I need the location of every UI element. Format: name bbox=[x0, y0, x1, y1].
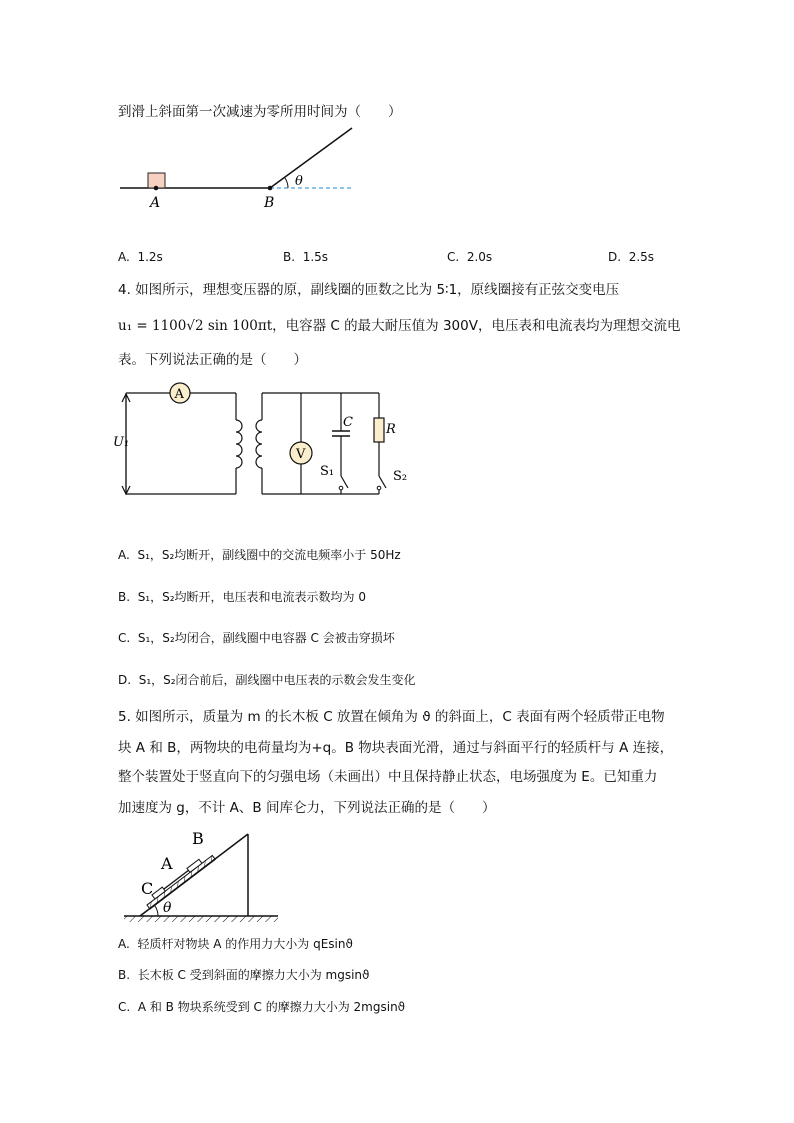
q4-option-a: A. S₁，S₂均断开，副线圈中的交流电频率小于 50Hz bbox=[118, 548, 401, 562]
q5-angle: θ bbox=[163, 900, 172, 916]
q5-label-a: A bbox=[161, 854, 173, 873]
q4-line-3: 表。下列说法正确的是（ ） bbox=[118, 352, 307, 368]
q5-line-4: 加速度为 g，不计 A、B 间库仑力，下列说法正确的是（ ） bbox=[118, 800, 496, 816]
resistor-icon bbox=[374, 418, 384, 442]
ammeter-label: A bbox=[174, 387, 184, 402]
plate-c bbox=[147, 855, 215, 909]
q3-angle: θ bbox=[295, 174, 303, 189]
q4-option-b: B. S₁，S₂均断开，电压表和电流表示数均为 0 bbox=[118, 590, 366, 604]
q3-label-b: B bbox=[264, 195, 275, 211]
q3-option-a: A. 1.2s bbox=[118, 250, 163, 264]
q3-block bbox=[148, 173, 165, 188]
q5-label-c: C bbox=[141, 879, 154, 898]
q5-label-b: B bbox=[192, 829, 204, 848]
q3-stem-tail: 到滑上斜面第一次减速为零所用时间为（ ） bbox=[118, 104, 402, 120]
voltmeter-label: V bbox=[296, 447, 306, 462]
q4-line-2: u₁ = 1100√2 sin 100πt，电容器 C 的最大耐压值为 300V，电压表和电流表均为理想交流电 bbox=[118, 318, 681, 334]
source-label: U₁ bbox=[113, 435, 130, 450]
q5-option-b: B. 长木板 C 受到斜面的摩擦力大小为 mgsinϑ bbox=[118, 968, 370, 982]
q5-figure bbox=[118, 823, 288, 928]
capacitor-label: C bbox=[343, 415, 353, 430]
resistor-label: R bbox=[386, 422, 396, 437]
q4-option-d: D. S₁，S₂闭合前后，副线圈中电压表的示数会发生变化 bbox=[118, 673, 416, 687]
q4-line-1: 4. 如图所示，理想变压器的原，副线圈的匝数之比为 5∶1，原线圈接有正弦交变电压 bbox=[118, 282, 620, 298]
switch-s2-label: S₂ bbox=[393, 469, 408, 484]
q4-option-c: C. S₁，S₂均闭合，副线圈中电容器 C 会被击穿损坏 bbox=[118, 631, 395, 645]
q5-option-a: A. 轻质杆对物块 A 的作用力大小为 qEsinϑ bbox=[118, 937, 353, 951]
switch-s1-label: S₁ bbox=[320, 464, 335, 479]
q4-circuit bbox=[112, 380, 422, 505]
q5-line-2: 块 A 和 B，两物块的电荷量均为+q。B 物块表面光滑，通过与斜面平行的轻质杆与 A 连接， bbox=[118, 740, 674, 756]
q3-option-b: B. 1.5s bbox=[283, 250, 329, 264]
q5-option-c: C. A 和 B 物块系统受到 C 的摩擦力大小为 2mgsinϑ bbox=[118, 1000, 406, 1014]
q5-line-1: 5. 如图所示，质量为 m 的长木板 C 放置在倾角为 ϑ 的斜面上，C 表面有两个轻质带正电物 bbox=[118, 709, 665, 725]
q5-line-3: 整个装置处于竖直向下的匀强电场（未画出）中且保持静止状态，电场强度为 E。已知重力 bbox=[118, 769, 658, 785]
q4-formula: u₁ = 1100√2 sin 100πt bbox=[118, 318, 273, 334]
q3-figure bbox=[110, 125, 370, 215]
q3-option-d: D. 2.5s bbox=[608, 250, 655, 264]
q3-option-c: C. 2.0s bbox=[447, 250, 493, 264]
q3-label-a: A bbox=[150, 195, 161, 211]
